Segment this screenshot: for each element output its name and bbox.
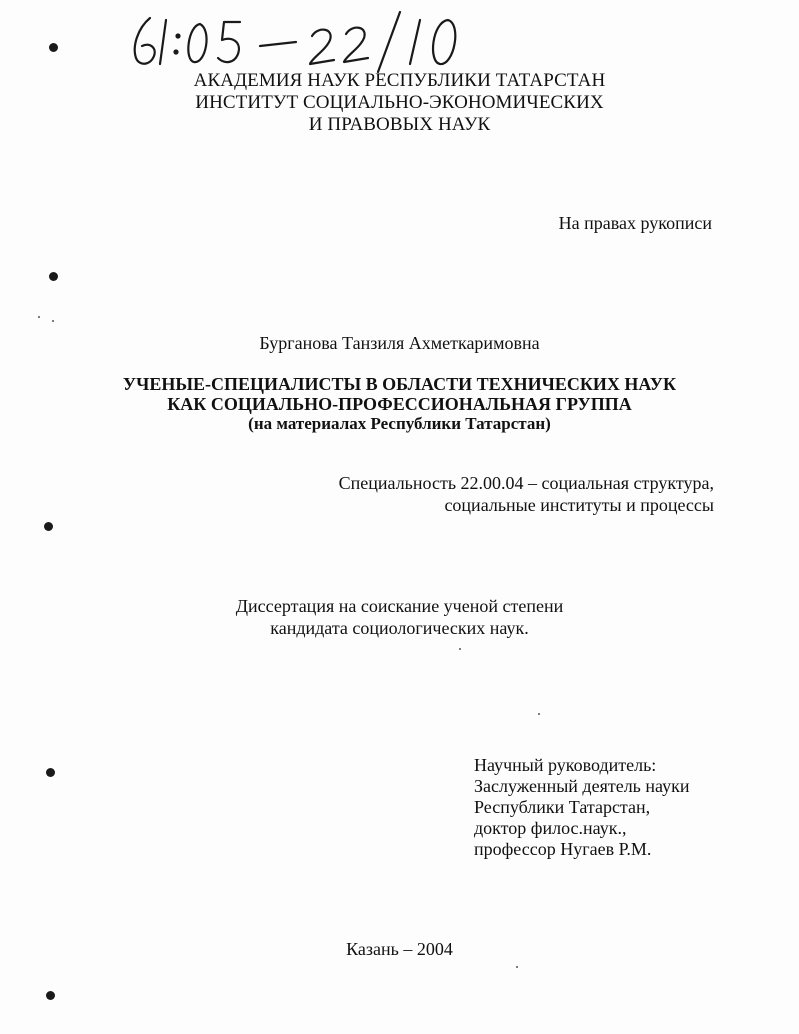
title-subtitle: (на материалах Республики Татарстан) [248,414,551,433]
dissertation-title [0,374,799,434]
specialty-line-2: социальные институты и процессы [444,495,714,515]
handwritten-signature-image [128,6,488,76]
punch-hole-mark [49,272,58,281]
header-line-institute: ИНСТИТУТ СОЦИАЛЬНО-ЭКОНОМИЧЕСКИХ [195,92,604,113]
header-line-academy: АКАДЕМИЯ НАУК РЕСПУБЛИКИ ТАТАРСТАН [193,70,606,91]
supervisor-line-2: Заслуженный деятель науки [474,776,690,796]
institution-header [0,70,799,136]
scan-speck [38,316,40,318]
supervisor-line-3: Республики Татарстан, [474,797,651,817]
city-year: Казань – 2004 [346,939,453,959]
supervisor-line-5: профессор Нугаев Р.М. [474,839,652,859]
punch-hole-mark [44,522,53,531]
author-name: Бурганова Танзиля Ахметкаримовна [259,333,540,353]
specialty-line-1: Специальность 22.00.04 – социальная структура, [338,473,714,493]
supervisor-line-1: Научный руководитель: [474,755,657,775]
title-line-1: УЧЕНЫЕ-СПЕЦИАЛИСТЫ В ОБЛАСТИ ТЕХНИЧЕСКИХ НАУК [122,374,677,394]
scan-speck [516,966,518,968]
handwritten-archive-number [128,6,488,76]
scan-speck [52,320,54,322]
scan-speck [538,713,540,715]
scan-speck [459,648,461,650]
punch-hole-mark [49,43,58,52]
header-line-institute-cont: И ПРАВОВЫХ НАУК [308,114,491,135]
manuscript-rights-note: На правах рукописи [558,213,712,233]
supervisor-line-4: доктор филос.наук., [474,818,627,838]
title-line-2: КАК СОЦИАЛЬНО-ПРОФЕССИОНАЛЬНАЯ ГРУППА [167,394,632,414]
specialty-block [339,472,714,516]
punch-hole-mark [46,768,55,777]
punch-hole-mark [46,991,55,1000]
scientific-supervisor [474,755,689,860]
degree-statement [0,595,799,639]
degree-line-1: Диссертация на соискание ученой степени [235,596,564,616]
degree-line-2: кандидата социологических наук. [270,618,529,638]
